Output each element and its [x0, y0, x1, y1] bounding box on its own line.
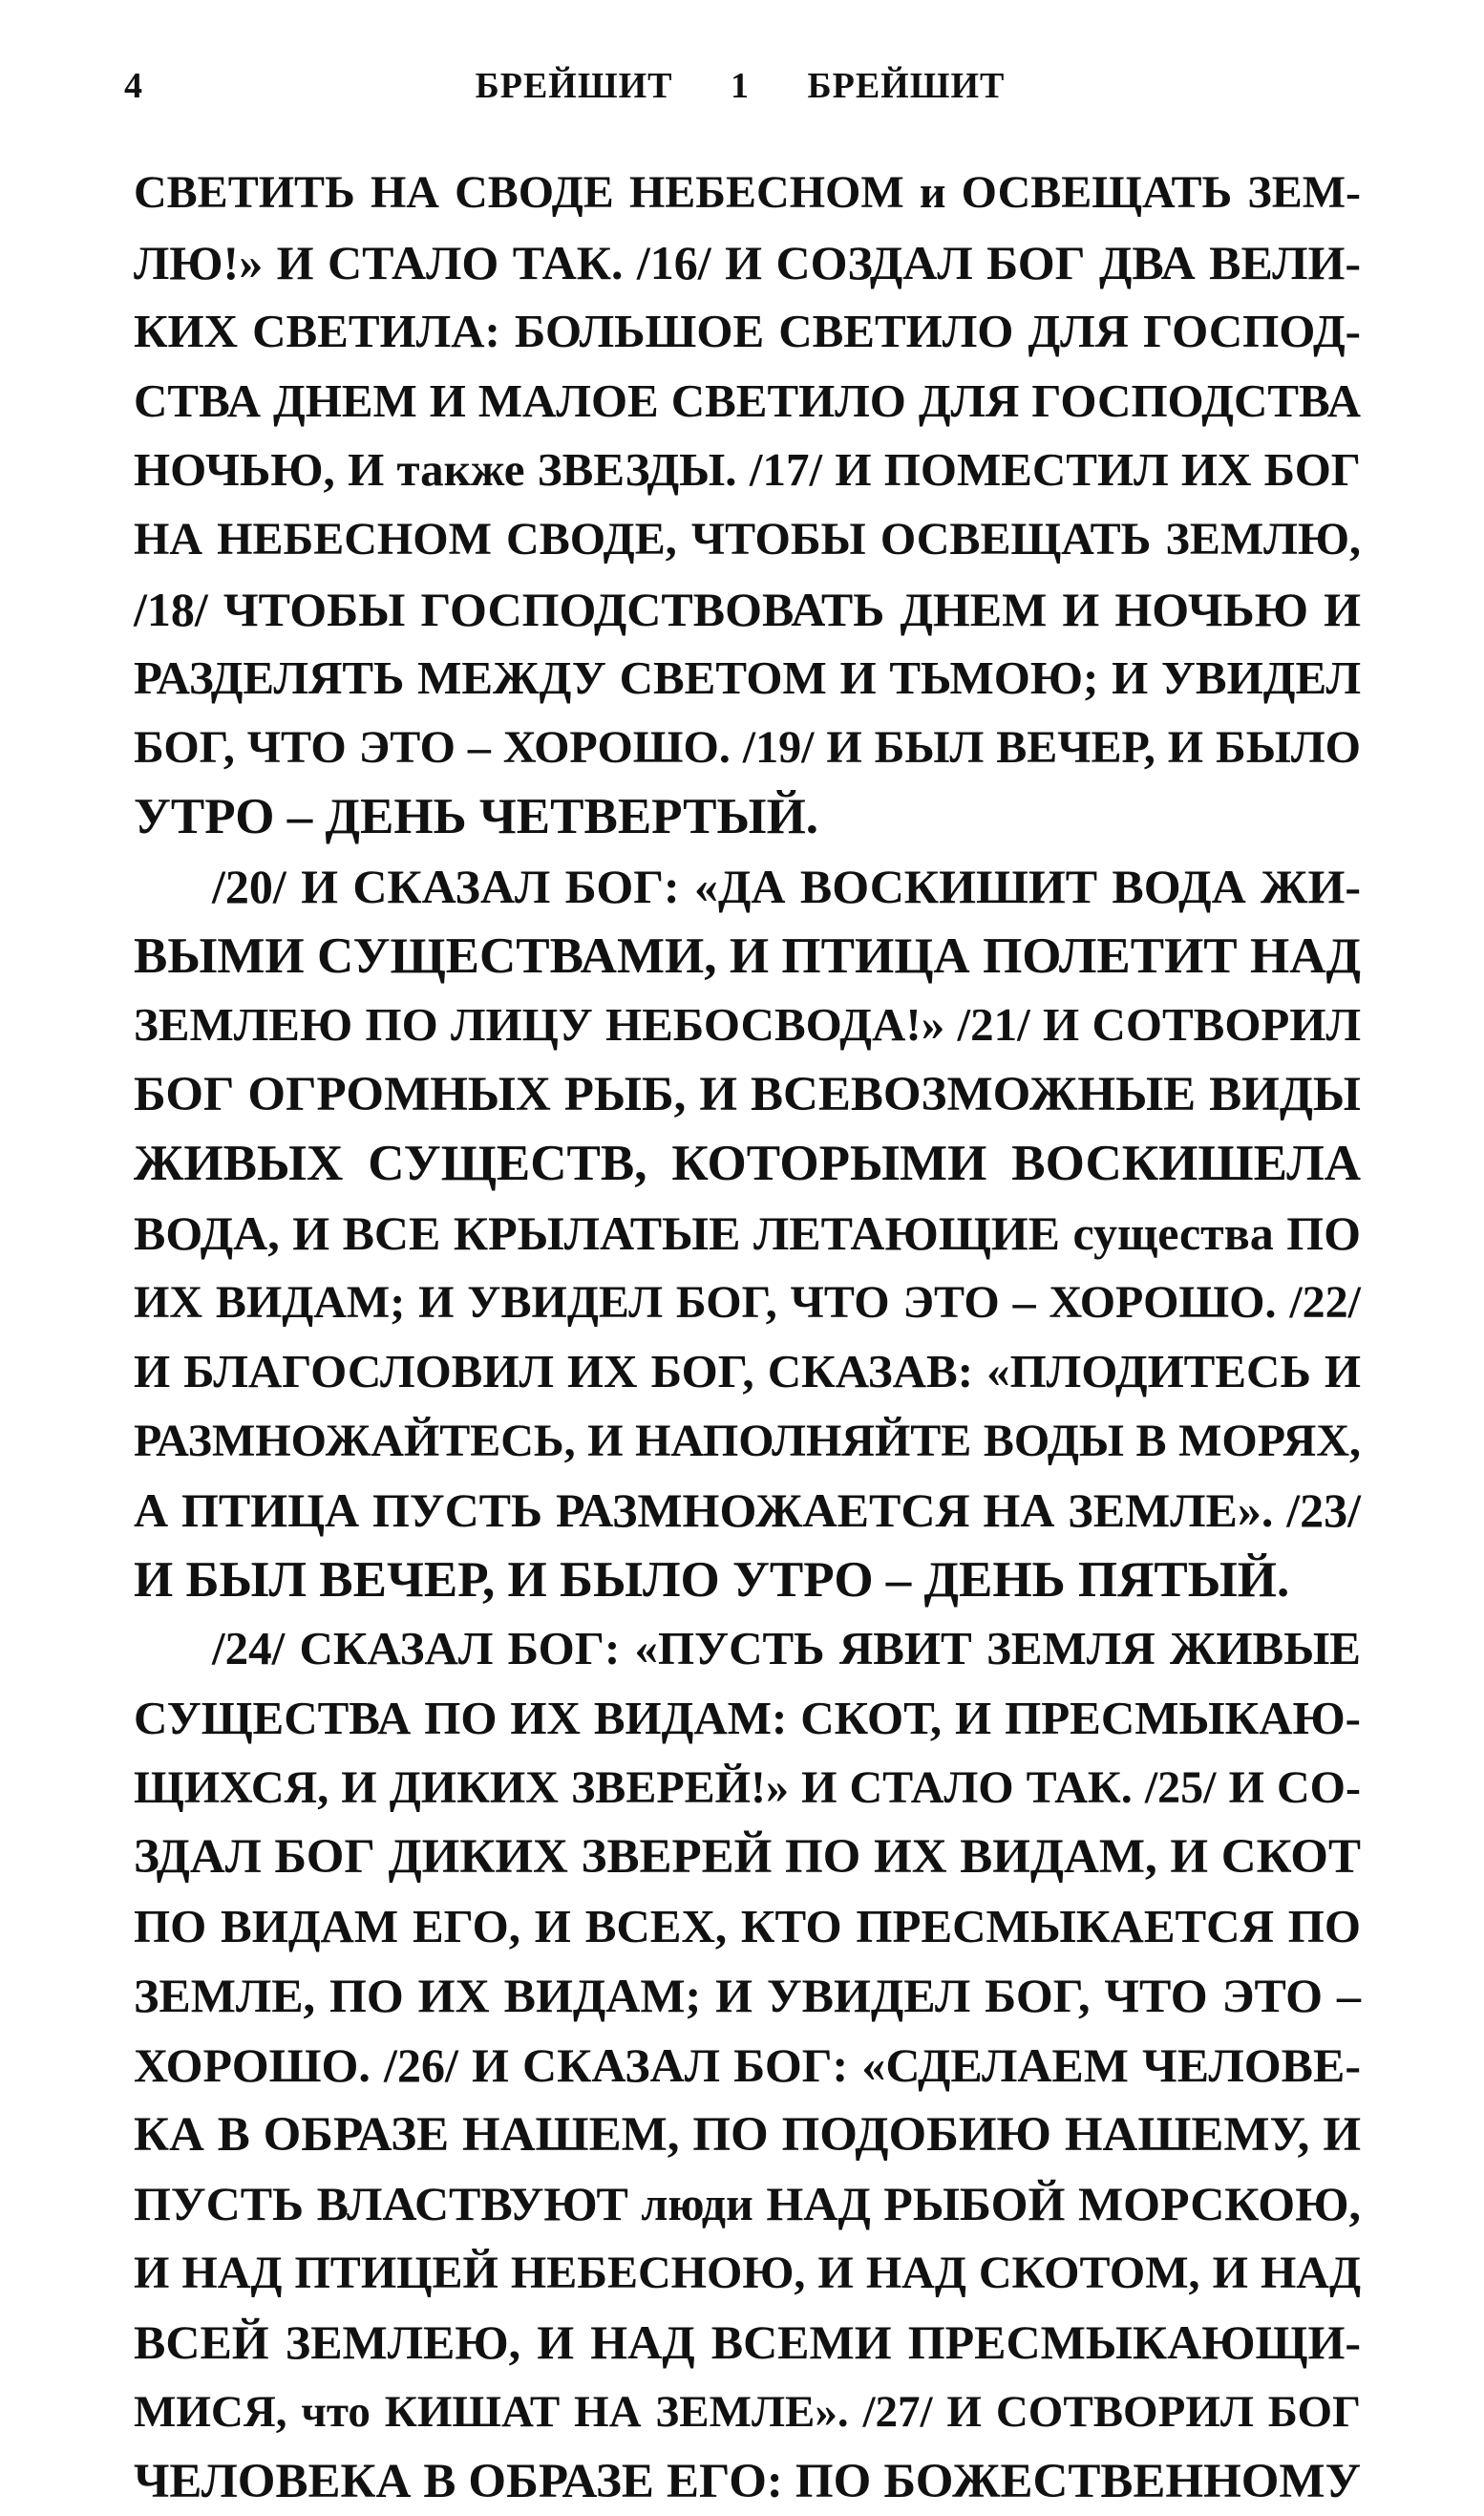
header-title-block: [124, 65, 1356, 107]
text-line: И БЫЛ ВЕЧЕР, И БЫЛО УТРО – ДЕНЬ ПЯТЫЙ.: [134, 1551, 1290, 1608]
text-line: И БЛАГОСЛОВИЛ ИХ БОГ, СКАЗАВ: «ПЛОДИТЕСЬ И: [134, 1345, 1361, 1398]
text-line: СУЩЕСТВА ПО ИХ ВИДАМ: СКОТ, И ПРЕСМЫКАЮ-: [134, 1692, 1361, 1745]
text-line: ПО ВИДАМ ЕГО, И ВСЕХ, КТО ПРЕСМЫКАЕТСЯ ПО: [134, 1899, 1361, 1952]
text-line: ЗЕМЛЕ, ПО ИХ ВИДАМ; И УВИДЕЛ БОГ, ЧТО ЭТО –: [134, 1969, 1361, 2023]
text-line: БОГ, ЧТО ЭТО – ХОРОШО. /19/ И БЫЛ ВЕЧЕР, И БЫЛО: [134, 721, 1361, 773]
text-line: ИХ ВИДАМ; И УВИДЕЛ БОГ, ЧТО ЭТО – ХОРОШО. /22/: [134, 1276, 1361, 1328]
text-line: И НАД ПТИЦЕЙ НЕБЕСНОЮ, И НАД СКОТОМ, И НАД: [134, 2247, 1361, 2298]
text-line: ЖИВЫХ СУЩЕСТВ, КОТОРЫМИ ВОСКИШЕЛА: [134, 1136, 1361, 1192]
text-line: ЗЕМЛЕЮ ПО ЛИЦУ НЕБОСВОДА!» /21/ И СОТВОРИЛ: [134, 998, 1361, 1052]
text-line: УТРО – ДЕНЬ ЧЕТВЕРТЫЙ.: [134, 789, 819, 845]
text-line: ЗДАЛ БОГ ДИКИХ ЗВЕРЕЙ ПО ИХ ВИДАМ, И СКОТ: [134, 1830, 1361, 1885]
text-line: КИХ СВЕТИЛА: БОЛЬШОЕ СВЕТИЛО ДЛЯ ГОСПОД-: [134, 305, 1361, 358]
text-line: МИСЯ, что КИШАТ НА ЗЕМЛЕ». /27/ И СОТВОРИЛ БОГ: [134, 2387, 1361, 2437]
book-title-right: БРЕЙШИТ: [807, 66, 1006, 106]
body-text: [134, 159, 1361, 2516]
text-line: НОЧЬЮ, И также ЗВЕЗДЫ. /17/ И ПОМЕСТИЛ ИХ БОГ: [134, 443, 1361, 497]
text-line: /18/ ЧТОБЫ ГОСПОДСТВОВАТЬ ДНЕМ И НОЧЬЮ И: [134, 582, 1361, 636]
text-line: РАЗДЕЛЯТЬ МЕЖДУ СВЕТОМ И ТЬМОЮ; И УВИДЕЛ: [134, 651, 1361, 705]
text-line: ХОРОШО. /26/ И СКАЗАЛ БОГ: «СДЕЛАЕМ ЧЕЛОВЕ-: [134, 2038, 1361, 2093]
text-line: /20/ И СКАЗАЛ БОГ: «ДА ВОСКИШИТ ВОДА ЖИ-: [212, 859, 1361, 913]
running-header: [124, 65, 1356, 113]
text-line: /24/ СКАЗАЛ БОГ: «ПУСТЬ ЯВИТ ЗЕМЛЯ ЖИВЫЕ: [212, 1622, 1361, 1675]
text-line: ЧЕЛОВЕКА В ОБРАЗЕ ЕГО: ПО БОЖЕСТВЕННОМУ: [134, 2454, 1361, 2508]
text-line: СТВА ДНЕМ И МАЛОЕ СВЕТИЛО ДЛЯ ГОСПОДСТВА: [134, 373, 1361, 427]
text-line: БОГ ОГРОМНЫХ РЫБ, И ВСЕВОЗМОЖНЫЕ ВИДЫ: [134, 1067, 1361, 1121]
page-number: 4: [124, 66, 143, 106]
text-line: НА НЕБЕСНОМ СВОДЕ, ЧТОБЫ ОСВЕЩАТЬ ЗЕМЛЮ,: [134, 513, 1361, 565]
text-line: РАЗМНОЖАЙТЕСЬ, И НАПОЛНЯЙТЕ ВОДЫ В МОРЯХ,: [134, 1415, 1361, 1466]
text-line: ПУСТЬ ВЛАСТВУЮТ люди НАД РЫБОЙ МОРСКОЮ,: [134, 2177, 1361, 2231]
chapter-number: 1: [731, 66, 750, 106]
text-line: ВЫМИ СУЩЕСТВАМИ, И ПТИЦА ПОЛЕТИТ НАД: [134, 928, 1361, 984]
text-line: КА В ОБРАЗЕ НАШЕМ, ПО ПОДОБИЮ НАШЕМУ, И: [134, 2107, 1361, 2162]
text-line: ВОДА, И ВСЕ КРЫЛАТЫЕ ЛЕТАЮЩИЕ существа ПО: [134, 1205, 1361, 1260]
book-title-left: БРЕЙШИТ: [475, 66, 673, 106]
text-line: ЛЮ!» И СТАЛО ТАК. /16/ И СОЗДАЛ БОГ ДВА ВЕЛИ-: [134, 235, 1361, 289]
text-line: А ПТИЦА ПУСТЬ РАЗМНОЖАЕТСЯ НА ЗЕМЛЕ». /23/: [134, 1483, 1361, 1538]
text-line: СВЕТИТЬ НА СВОДЕ НЕБЕСНОМ и ОСВЕЩАТЬ ЗЕМ-: [134, 167, 1361, 218]
text-line: ЩИХСЯ, И ДИКИХ ЗВЕРЕЙ!» И СТАЛО ТАК. /25/ И СО-: [134, 1761, 1361, 1813]
text-line: ВСЕЙ ЗЕМЛЕЮ, И НАД ВСЕМИ ПРЕСМЫКАЮЩИ-: [134, 2315, 1361, 2370]
